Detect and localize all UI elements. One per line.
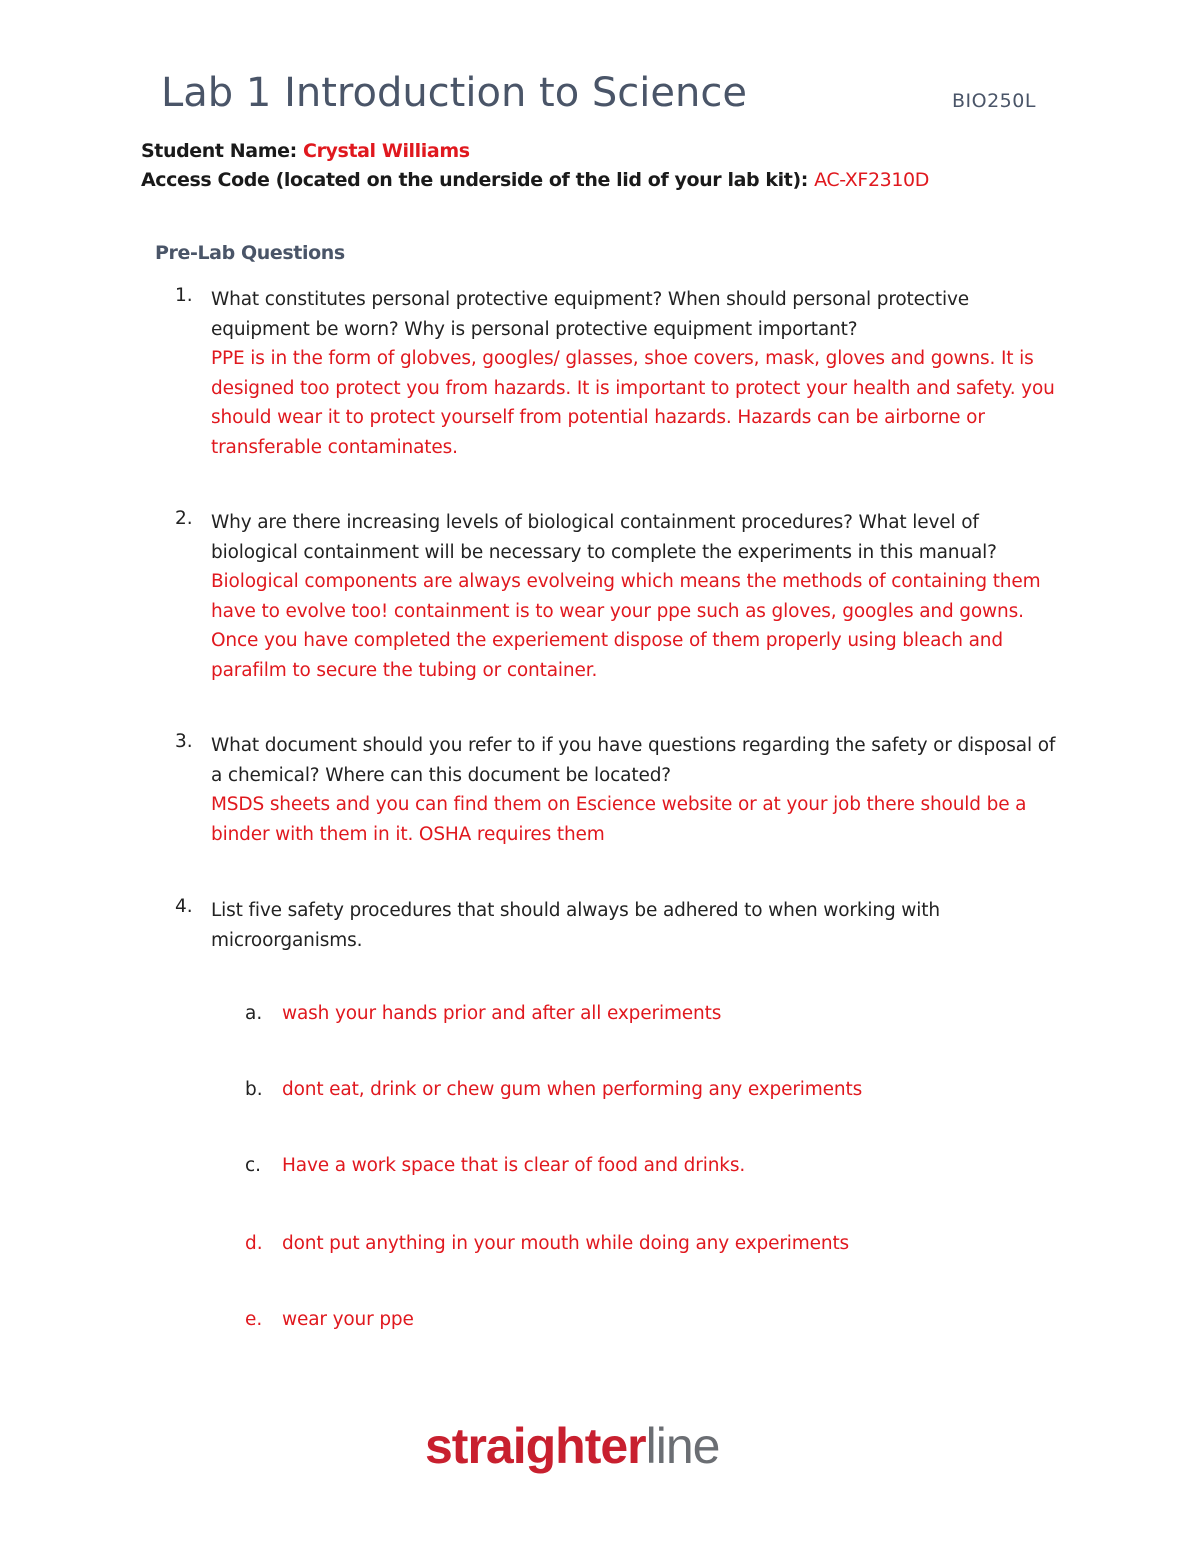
- question-number: 2.: [175, 508, 193, 529]
- question-block: [211, 896, 1061, 955]
- list-item-letter: a.: [245, 1003, 263, 1024]
- list-item-letter: c.: [245, 1155, 262, 1176]
- list-item-letter: e.: [245, 1309, 263, 1330]
- student-name-value: Crystal Williams: [303, 140, 470, 162]
- student-name-colon: :: [289, 140, 304, 162]
- list-item: wash your hands prior and after all experiments: [282, 1003, 722, 1024]
- list-item: dont put anything in your mouth while doing any experiments: [282, 1233, 850, 1254]
- logo-text-light: line: [645, 1418, 720, 1474]
- student-name-label: Student Name: [141, 140, 290, 162]
- access-code-colon: :: [800, 169, 815, 191]
- question-answer: PPE is in the form of globves, googles/ glasses, shoe covers, mask, gloves and gowns. It is designed too protect you from hazards. It is important to protect your health and safety. you should wear it to protect yourself from potential hazards. Hazards can be airborne or transferable contaminates.: [211, 348, 1055, 458]
- question-number: 3.: [175, 731, 193, 752]
- question-text: Why are there increasing levels of biological containment procedures? What level of biological containment will be necessary to complete the experiments in this manual?: [211, 512, 997, 563]
- list-item: dont eat, drink or chew gum when performing any experiments: [282, 1079, 863, 1100]
- question-block: [211, 285, 1061, 463]
- list-item-letter: b.: [245, 1079, 263, 1100]
- question-number: 4.: [175, 896, 193, 917]
- access-code-line: [141, 169, 929, 191]
- question-answer: MSDS sheets and you can find them on Escience website or at your job there should be a binder with them in it. OSHA requires them: [211, 794, 1027, 845]
- list-item-letter: d.: [245, 1233, 263, 1254]
- course-code: BIO250L: [952, 90, 1036, 112]
- access-code-value: AC-XF2310D: [814, 169, 929, 191]
- page-title: Lab 1 Introduction to Science: [161, 70, 747, 116]
- logo-text-bold: straighter: [425, 1418, 646, 1474]
- section-heading: Pre-Lab Questions: [155, 242, 345, 264]
- question-block: [211, 731, 1061, 849]
- question-block: [211, 508, 1061, 686]
- student-name-line: [141, 140, 470, 162]
- question-number: 1.: [175, 285, 193, 306]
- list-item: Have a work space that is clear of food and drinks.: [282, 1155, 746, 1176]
- question-answer: Biological components are always evolveing which means the methods of containing them have to evolve too! containment is to wear your ppe such as gloves, googles and gowns. Once you have completed the experiement dispose of them properly using bleach and parafilm to secure the tubing or container.: [211, 571, 1041, 681]
- question-text: List five safety procedures that should always be adhered to when working with microorganisms.: [211, 900, 940, 951]
- straighterline-logo: [425, 1405, 785, 1485]
- question-text: What constitutes personal protective equipment? When should personal protective equipment be worn? Why is personal protective equipment important?: [211, 289, 970, 340]
- question-text: What document should you refer to if you have questions regarding the safety or disposal of a chemical? Where can this document be located?: [211, 735, 1056, 786]
- svg-text:straighterline: [425, 1418, 719, 1474]
- list-item: wear your ppe: [282, 1309, 414, 1330]
- access-code-label: Access Code (located on the underside of the lid of your lab kit): [141, 169, 801, 191]
